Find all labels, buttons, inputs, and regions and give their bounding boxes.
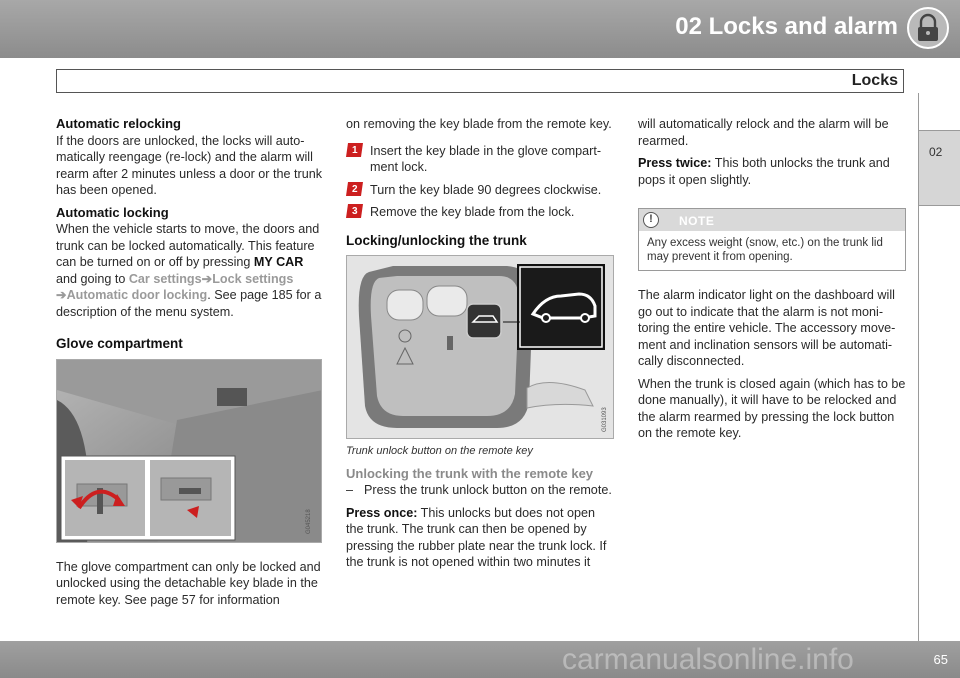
info-icon: !	[643, 212, 659, 228]
step-1-text: Insert the key blade in the glove compart-ment lock.	[370, 143, 602, 174]
chapter-side-tab	[918, 130, 960, 206]
trunk-heading: Locking/unlocking the trunk	[346, 232, 527, 248]
press-twice-paragraph	[638, 155, 906, 188]
glove-heading: Glove compartment	[56, 336, 183, 351]
locking-text-1: When the vehicle starts to move, the doors and trunk can be locked automatically. This feature can be turned on or off by pressing	[56, 222, 320, 269]
locking-heading: Automatic locking	[56, 204, 169, 220]
alarm-text: The alarm indicator light on the dashboard will go out to indicate that the alarm is not moni-toring the entire vehicle. The accessory move-ment and inclination sensors will be automati-cally disconnected.	[638, 288, 896, 368]
lock-icon	[906, 6, 950, 50]
note-box	[638, 208, 906, 271]
step-3	[346, 204, 614, 221]
dash-item	[346, 482, 614, 499]
step-badge-3: 3	[346, 204, 363, 218]
column-3	[638, 116, 906, 442]
step-2-text: Turn the key blade 90 degrees clockwise.	[370, 182, 602, 197]
trunk-caption: Trunk unlock button on the remote key	[346, 445, 533, 457]
step-badge-1: 1	[346, 143, 363, 157]
menu-path-1: Car settings	[128, 271, 202, 286]
col3-cont-text: will automatically relock and the alarm will be rearmed.	[638, 117, 889, 148]
step-1	[346, 143, 614, 176]
section-title: Locks	[851, 72, 898, 89]
arrow-right-icon: ➔	[56, 288, 67, 302]
remote-heading: Unlocking the trunk with the remote key	[346, 465, 594, 481]
col2-cont-text: on removing the key blade from the remote key.	[346, 117, 612, 131]
press-twice-text: This both unlocks the trunk and pops it open slightly.	[638, 156, 890, 187]
press-once-label: Press once:	[346, 505, 418, 520]
side-tab-label: 02	[929, 145, 943, 159]
step-3-text: Remove the key blade from the lock.	[370, 205, 575, 219]
arrow-right-icon: ➔	[201, 271, 213, 286]
relocking-text: If the doors are unlocked, the locks will auto-matically reengage (re-lock) and the alarm will rearm after 2 minutes unless a door or the trunk has been opened.	[56, 133, 322, 197]
press-twice-label: Press twice:	[638, 156, 712, 170]
glove-image-code: G045218	[306, 508, 312, 534]
closed-text: When the trunk is closed again (which has to be done manually), it will have to be relocked and the alarm rearmed by pressing the lock button on the remote key.	[638, 376, 906, 440]
mycar-button-label: MY CAR	[253, 255, 304, 269]
column-2	[346, 116, 614, 571]
locking-paragraph	[56, 221, 322, 320]
step-badge-2: 2	[346, 182, 363, 196]
trunk-image-code: G031093	[602, 407, 608, 432]
menu-path-2: Lock settings	[212, 271, 294, 286]
remote-key-image	[346, 255, 614, 439]
menu-path-3: Automatic door locking	[66, 288, 208, 302]
section-frame	[56, 69, 904, 93]
press-once-text: This unlocks but does not open the trunk. The trunk can then be opened by pressing the rubber plate near the trunk lock. If the trunk is not opened within two minutes it	[346, 505, 607, 569]
step-2	[346, 182, 614, 199]
glove-compartment-image	[56, 359, 322, 543]
locking-text-2: and going to	[56, 271, 129, 286]
note-text: Any excess weight (snow, etc.) on the trunk lid may prevent it from opening.	[647, 237, 883, 263]
dash-bullet: –	[346, 483, 354, 497]
press-once-paragraph	[346, 505, 614, 571]
watermark: carmanualsonline.info	[562, 643, 854, 676]
note-title: NOTE	[679, 214, 715, 228]
chapter-title: 02 Locks and alarm	[675, 13, 898, 40]
page-number: 65	[933, 652, 948, 667]
column-1	[56, 116, 322, 608]
locking-text-3: . See page 185 for a description of the menu system.	[56, 288, 322, 319]
dash-text: Press the trunk unlock button on the remote.	[364, 483, 612, 497]
relocking-heading: Automatic relocking	[56, 116, 181, 131]
glove-text: The glove compartment can only be locked and unlocked using the detachable key blade in the remote key. See page 57 for information	[56, 559, 321, 607]
note-header	[639, 209, 905, 231]
